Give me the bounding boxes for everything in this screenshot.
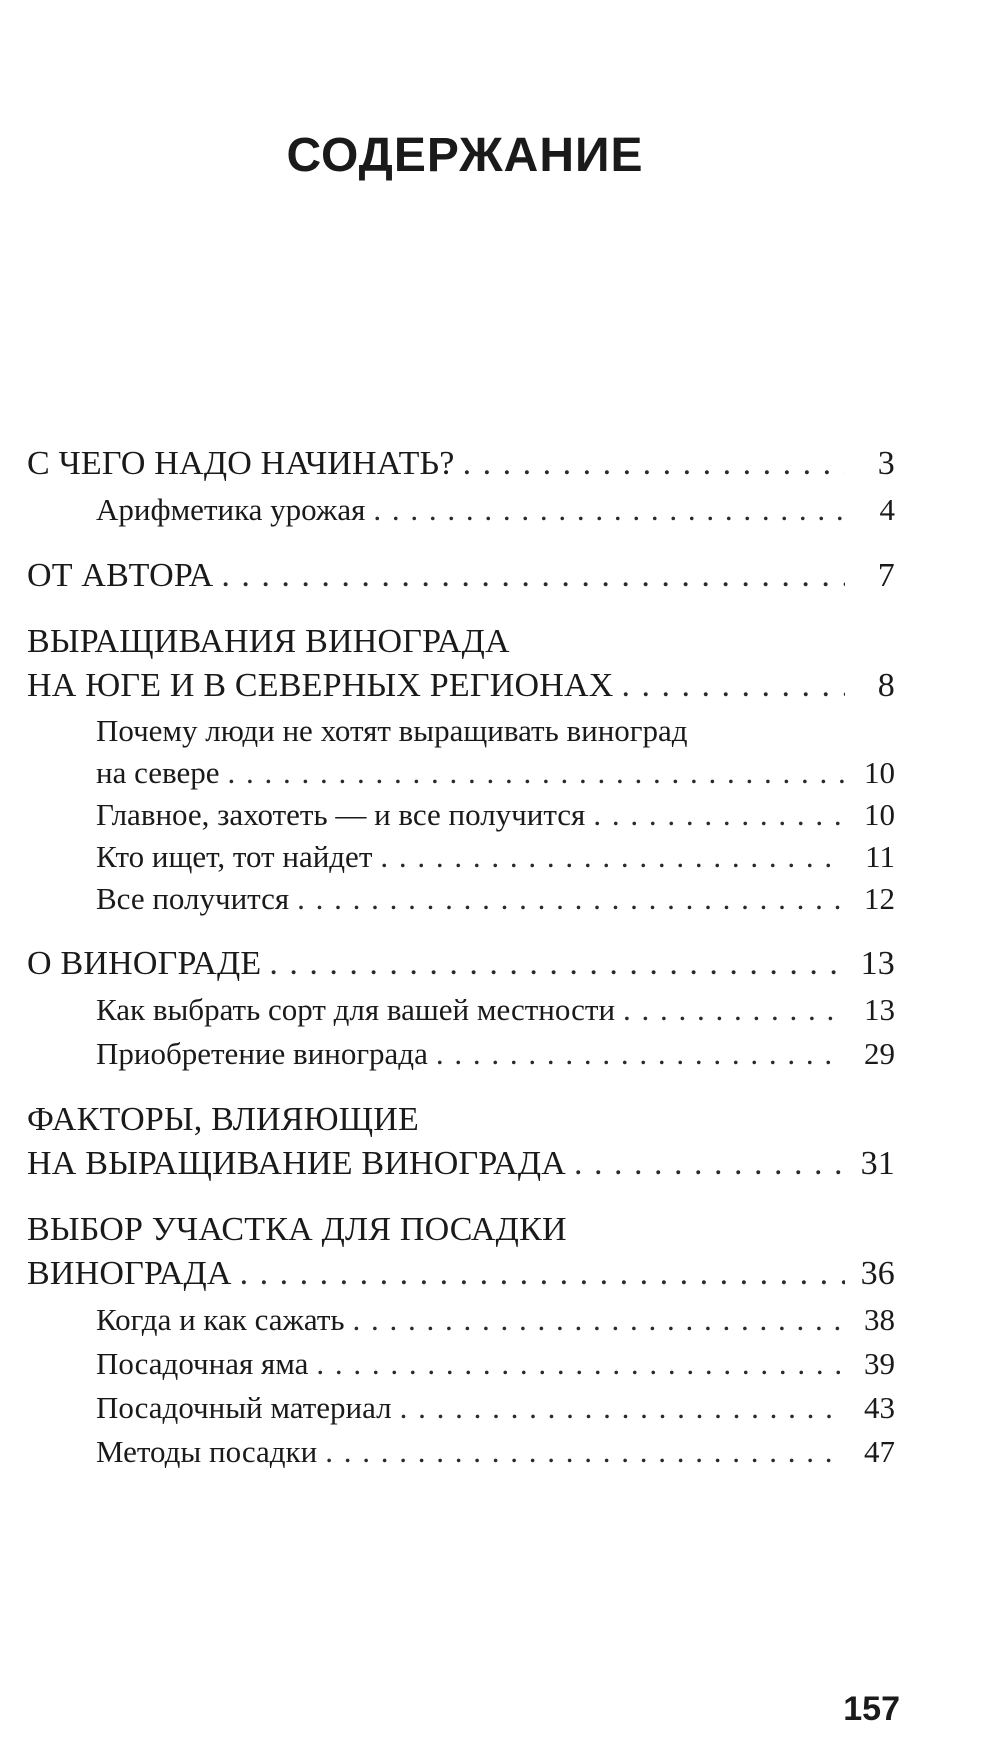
toc-subsection-line: [27, 1430, 895, 1474]
dot-leader: [463, 442, 845, 486]
page-number: 157: [843, 1690, 900, 1728]
toc-chapter-title: С ЧЕГО НАДО НАЧИНАТЬ?: [27, 445, 455, 482]
toc-page-ref: 10: [864, 797, 895, 832]
toc-chapter-line: [27, 1098, 895, 1142]
toc-chapter-title: ВЫРАЩИВАНИЯ ВИНОГРАДА: [27, 623, 510, 660]
toc-subsection-title: Главное, захотеть — и все получится: [96, 797, 586, 832]
dot-leader: [316, 1342, 845, 1386]
toc-page-ref: 8: [877, 667, 895, 704]
toc-subsection-line: [27, 988, 895, 1032]
toc-subsection-line: [27, 1032, 895, 1076]
toc-chapter-title: НА ЮГЕ И В СЕВЕРНЫХ РЕГИОНАХ: [27, 667, 614, 704]
toc-subsection-line: [27, 1342, 895, 1386]
toc-subsection-title: Методы посадки: [96, 1434, 318, 1469]
dot-leader: [593, 794, 845, 836]
toc-chapter-line: [27, 554, 895, 598]
toc-chapter: [27, 942, 895, 1076]
dot-leader: [621, 664, 845, 708]
toc-page-ref: 10: [864, 755, 895, 790]
toc-chapter: [27, 442, 895, 532]
toc-page-ref: 29: [864, 1036, 895, 1071]
toc-subsection-line: [27, 710, 895, 752]
toc-chapter-title: ОТ АВТОРА: [27, 557, 214, 594]
toc-chapter-line: [27, 442, 895, 486]
toc-page-ref: 13: [864, 992, 895, 1027]
toc-subsection-line: [27, 1298, 895, 1342]
toc-chapter: [27, 1098, 895, 1186]
dot-leader: [373, 488, 845, 532]
toc-chapter-line: [27, 620, 895, 664]
dot-leader: [297, 878, 845, 920]
toc-page-ref: 4: [879, 492, 895, 527]
dot-leader: [623, 988, 845, 1032]
toc-page-ref: 11: [865, 839, 895, 874]
toc-chapter-line: [27, 664, 895, 708]
toc-page-ref: 47: [864, 1434, 895, 1469]
toc-page-ref: 3: [877, 445, 895, 482]
dot-leader: [240, 1252, 845, 1296]
dot-leader: [380, 836, 845, 878]
toc-subsections: [27, 488, 895, 532]
toc-subsection-title: Когда и как сажать: [96, 1302, 345, 1337]
toc-page-ref: 43: [864, 1390, 895, 1425]
toc-subsection-title: Арифметика урожая: [96, 492, 366, 527]
toc-chapter-title: ВЫБОР УЧАСТКА ДЛЯ ПОСАДКИ: [27, 1211, 567, 1248]
toc-page-ref: 36: [860, 1255, 895, 1292]
dot-leader: [574, 1142, 845, 1186]
toc-subsection-line: [27, 488, 895, 532]
toc-page-ref: 7: [877, 557, 895, 594]
dot-leader: [400, 1386, 845, 1430]
toc-page-ref: 12: [864, 881, 895, 916]
page-title: СОДЕРЖАНИЕ: [286, 129, 644, 182]
dot-leader: [221, 554, 845, 598]
toc-subsections: [27, 1298, 895, 1474]
toc-subsection-line: [27, 1386, 895, 1430]
toc-page-ref: 13: [860, 945, 895, 982]
toc-page-ref: 38: [864, 1302, 895, 1337]
toc-subsection-title: Кто ищет, тот найдет: [96, 839, 373, 874]
toc-chapter-title: НА ВЫРАЩИВАНИЕ ВИНОГРАДА: [27, 1145, 567, 1182]
toc-chapter-title: О ВИНОГРАДЕ: [27, 945, 262, 982]
toc-chapter: [27, 620, 895, 920]
dot-leader: [353, 1298, 845, 1342]
toc-chapter-line: [27, 1208, 895, 1252]
toc-subsection-title: на севере: [96, 755, 220, 790]
toc-subsection-line: [27, 878, 895, 920]
toc-subsection-title: Все получится: [96, 881, 290, 916]
toc-subsection-title: Приобретение винограда: [96, 1036, 428, 1071]
toc-subsections: [27, 988, 895, 1076]
toc-subsection-line: [27, 794, 895, 836]
toc-chapter: [27, 1208, 895, 1474]
toc-subsection-title: Почему люди не хотят выращивать виноград: [96, 713, 688, 748]
toc-subsections: [27, 710, 895, 920]
dot-leader: [269, 942, 845, 986]
dot-leader: [227, 752, 845, 794]
toc-subsection-title: Как выбрать сорт для вашей местности: [96, 992, 616, 1027]
toc-subsection-line: [27, 836, 895, 878]
toc-chapter-title: ВИНОГРАДА: [27, 1255, 232, 1292]
toc-chapter-line: [27, 1142, 895, 1186]
toc-subsection-title: Посадочная яма: [96, 1346, 309, 1381]
toc-page-ref: 39: [864, 1346, 895, 1381]
dot-leader: [436, 1032, 845, 1076]
toc-chapter-title: ФАКТОРЫ, ВЛИЯЮЩИЕ: [27, 1101, 420, 1138]
toc-subsection-title: Посадочный материал: [96, 1390, 392, 1425]
toc-chapter-line: [27, 942, 895, 986]
toc-chapter: [27, 554, 895, 598]
toc-subsection-line: [27, 752, 895, 794]
table-of-contents: [27, 442, 895, 1496]
toc-page-ref: 31: [860, 1145, 895, 1182]
dot-leader: [325, 1430, 845, 1474]
toc-chapter-line: [27, 1252, 895, 1296]
